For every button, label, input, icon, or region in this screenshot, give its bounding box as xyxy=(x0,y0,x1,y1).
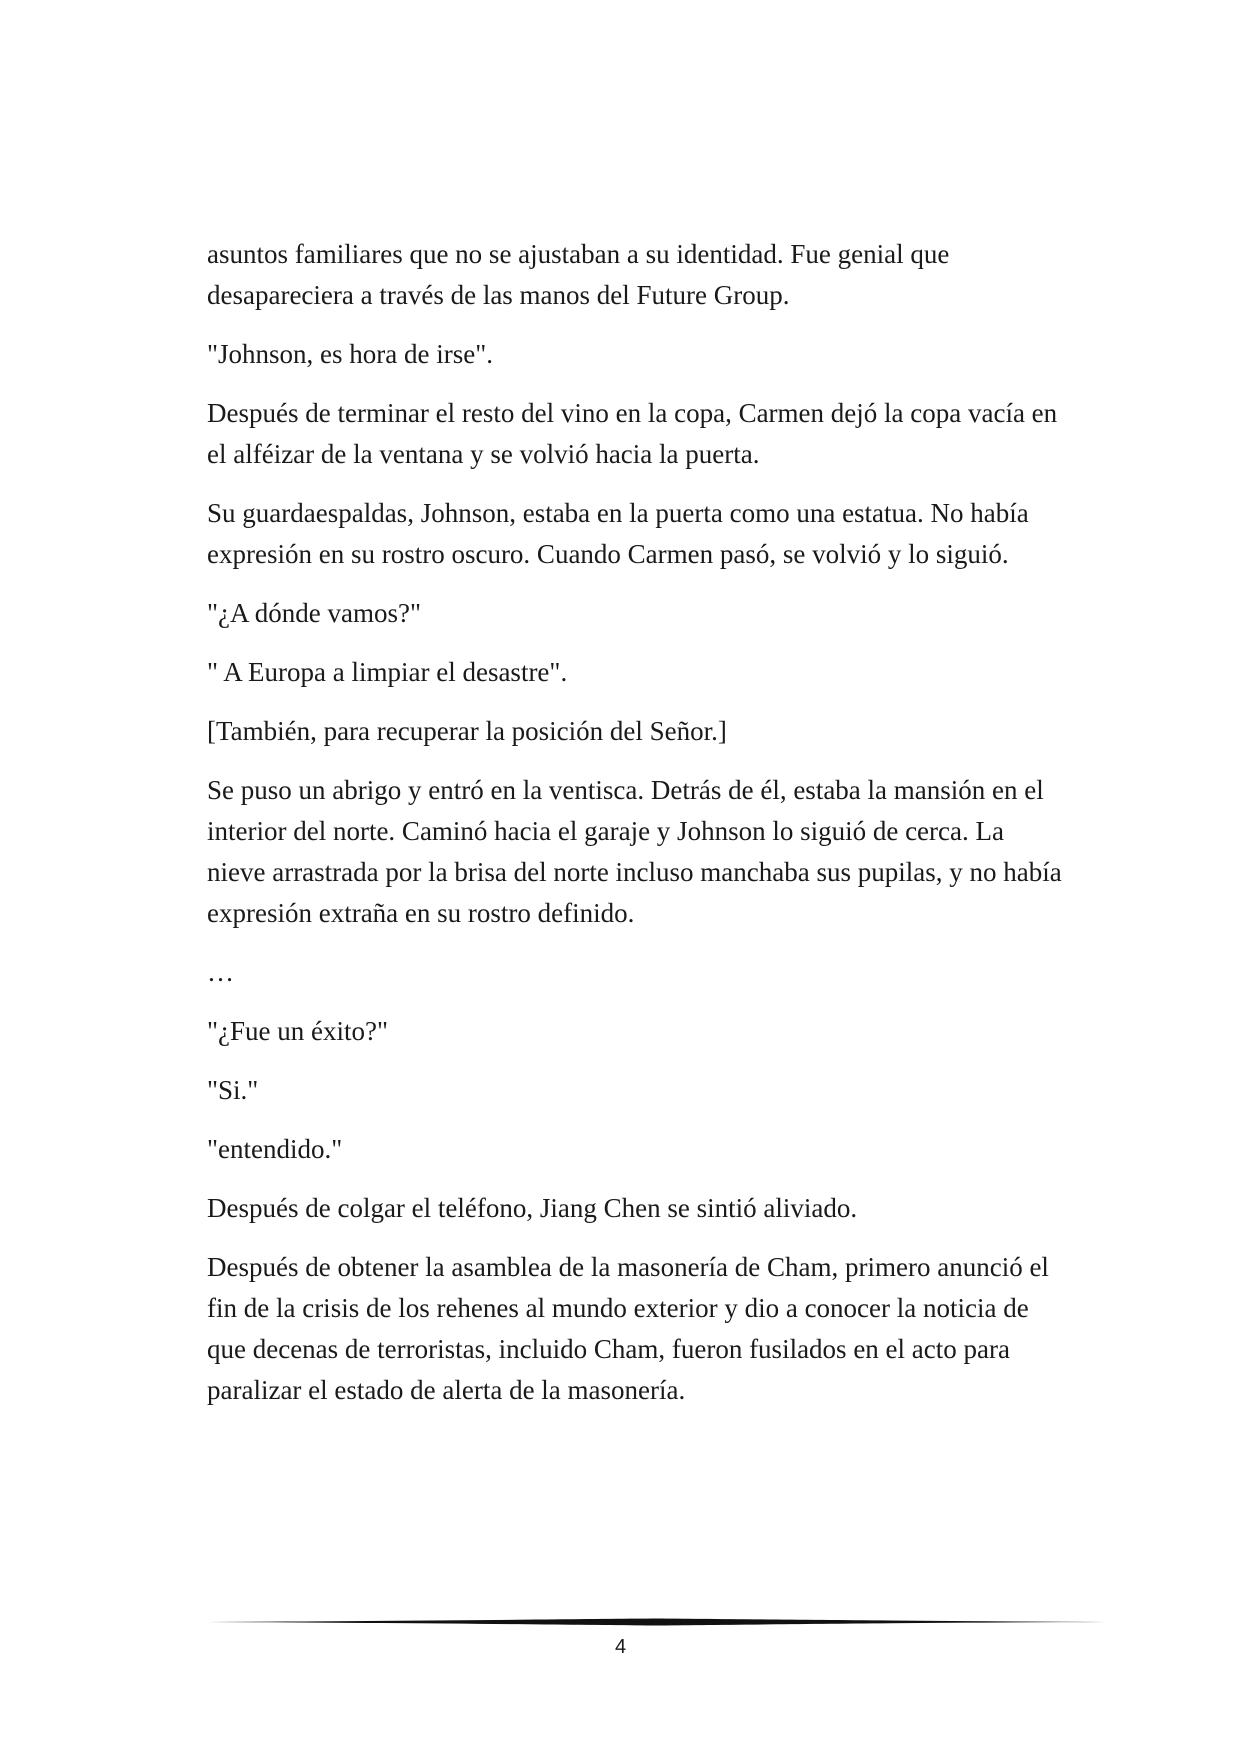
paragraph: Se puso un abrigo y entró en la ventisca. Detrás de él, estaba la mansión en el interior del norte. Caminó hacia el garaje y Johnson lo siguió de cerca. La nieve arrastrada por la brisa del norte incluso manchaba sus pupilas, y no había expresión extraña en su rostro definido. xyxy=(207,775,1062,928)
body-text xyxy=(207,234,1067,1429)
paragraph: "Si." xyxy=(207,1075,259,1105)
paragraph: [También, para recuperar la posición del Señor.] xyxy=(207,716,727,746)
paragraph: "¿A dónde vamos?" xyxy=(207,598,421,628)
paragraph: asuntos familiares que no se ajustaban a su identidad. Fue genial que desapareciera a través de las manos del Future Group. xyxy=(207,239,950,310)
paragraph: "entendido." xyxy=(207,1134,343,1164)
paragraph: Después de obtener la asamblea de la masonería de Cham, primero anunció el fin de la crisis de los rehenes al mundo exterior y dio a conocer la noticia de que decenas de terroristas, incluido Cham, fueron fusilados en el acto para paralizar el estado de alerta de la masonería. xyxy=(207,1252,1049,1405)
paragraph: Después de terminar el resto del vino en la copa, Carmen dejó la copa vacía en el alféizar de la ventana y se volvió hacia la puerta. xyxy=(207,398,1058,469)
footer-divider xyxy=(207,1616,1107,1628)
paragraph: " A Europa a limpiar el desastre". xyxy=(207,657,568,687)
paragraph: Su guardaespaldas, Johnson, estaba en la puerta como una estatua. No había expresión en su rostro oscuro. Cuando Carmen pasó, se volvió y lo siguió. xyxy=(207,498,1029,569)
paragraph: Después de colgar el teléfono, Jiang Chen se sintió aliviado. xyxy=(207,1193,858,1223)
paragraph: … xyxy=(207,957,234,987)
paragraph: "¿Fue un éxito?" xyxy=(207,1016,388,1046)
page-number: 4 xyxy=(614,1636,627,1658)
paragraph: "Johnson, es hora de irse". xyxy=(207,339,493,369)
